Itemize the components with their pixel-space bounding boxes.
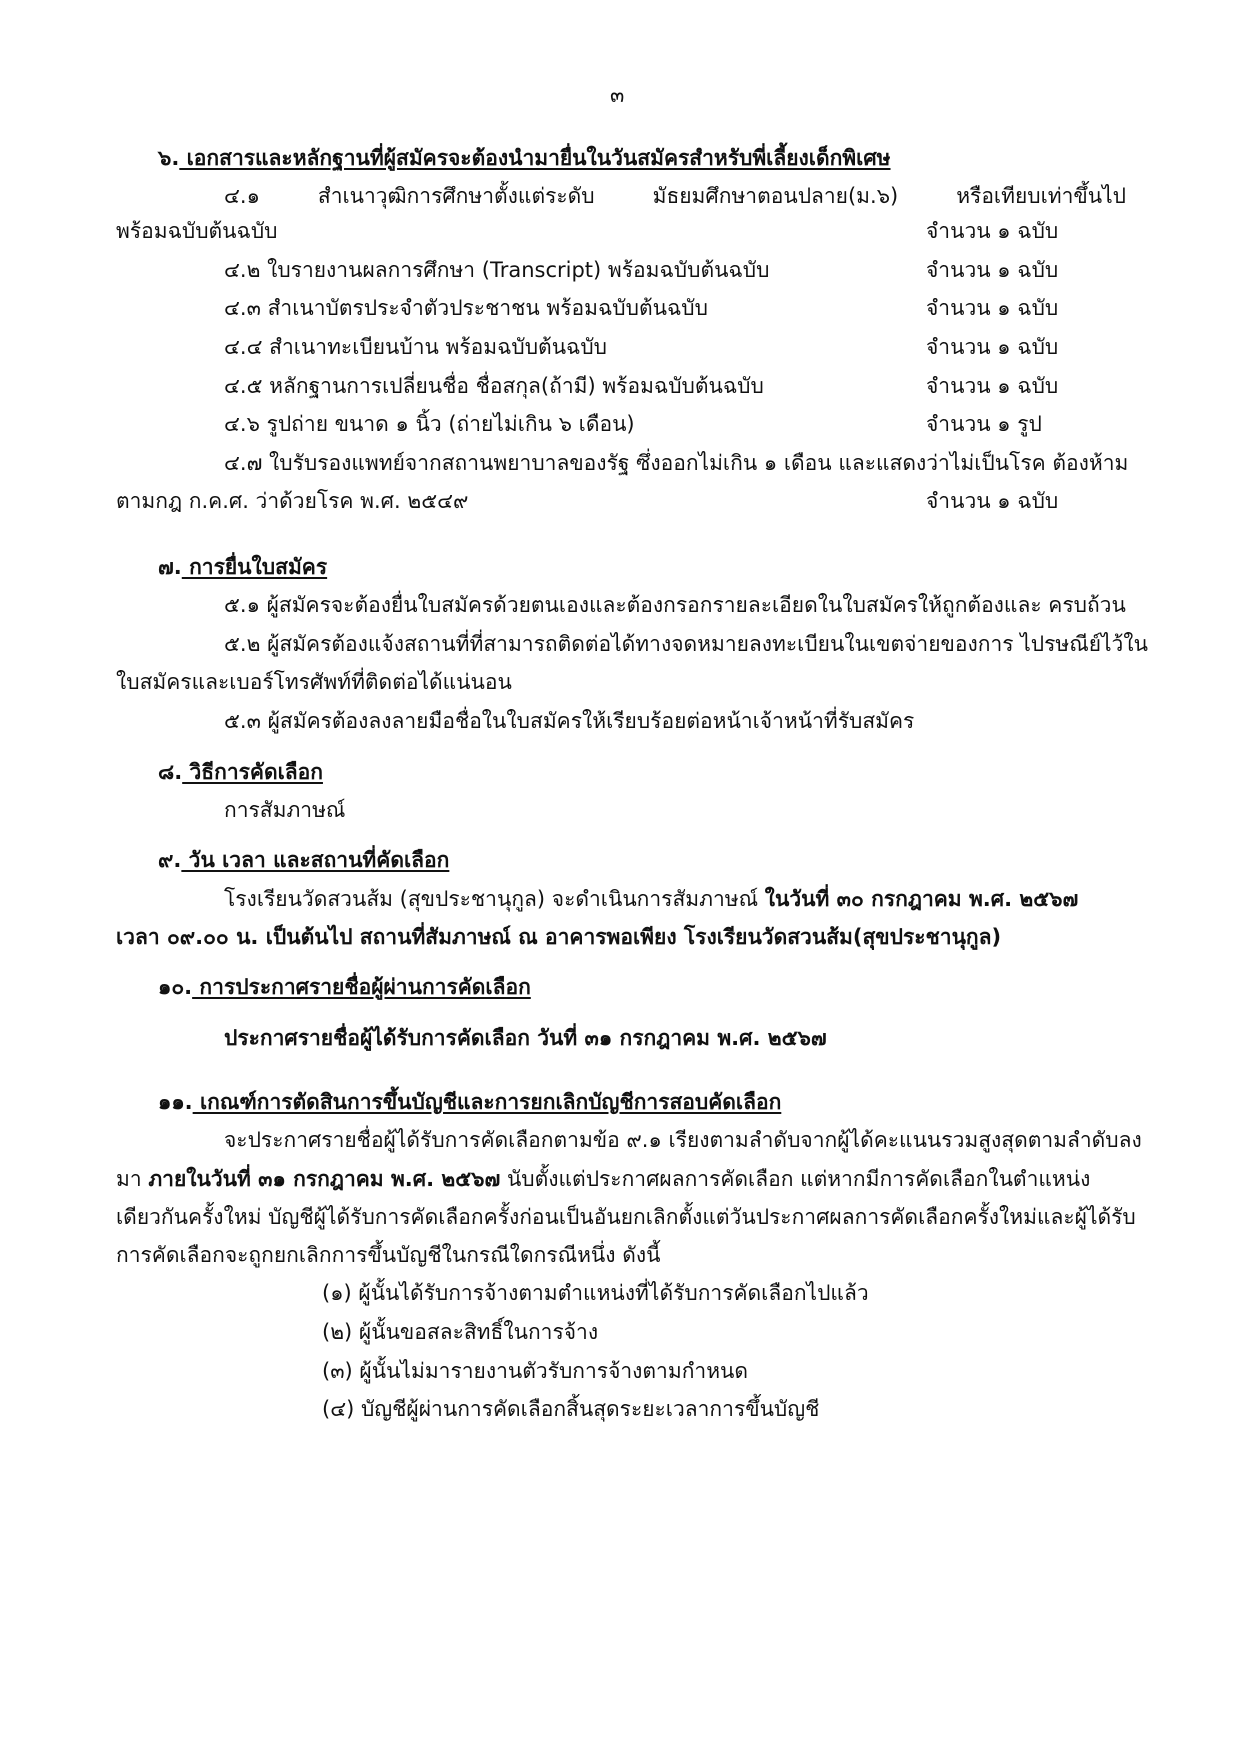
section-9-number: ๙.: [158, 848, 182, 872]
criteria-rest: นับตั้งแต่ประกาศผลการคัดเลือก แต่หากมีการคัดเลือกในตำแหน่ง: [500, 1167, 1091, 1191]
doc-item-4-1-line1: ๔.๑ สำเนาวุฒิการศึกษาตั้งแต่ระดับ มัธยมศึกษาตอนปลาย(ม.๖) หรือเทียบเท่าขึ้นไป: [224, 184, 1126, 208]
doc-item-4-5: ๔.๕ หลักฐานการเปลี่ยนชื่อ ชื่อสกุล(ถ้ามี) พร้อมฉบับต้นฉบับ: [224, 374, 764, 398]
doc-item-4-2: ๔.๒ ใบรายงานผลการศึกษา (Transcript) พร้อมฉบับต้นฉบับ: [224, 258, 770, 282]
section-6-title: เอกสารและหลักฐานที่ผู้สมัครจะต้องนำมายื่นในวันสมัครสำหรับพี่เลี้ยงเด็กพิเศษ: [179, 146, 891, 170]
section-6-number: ๖.: [158, 146, 180, 170]
section-11-title: เกณฑ์การตัดสินการขึ้นบัญชีและการยกเลิกบัญชีการสอบคัดเลือก: [192, 1090, 782, 1114]
criteria-paragraph-line4: การคัดเลือกจะถูกยกเลิกการขึ้นบัญชีในกรณีใดกรณีหนึ่ง ดังนี้: [116, 1243, 661, 1267]
cancel-case-3: (๓) ผู้นั้นไม่มารายงานตัวรับการจ้างตามกำหนด: [322, 1359, 749, 1383]
doc-item-4-4: ๔.๔ สำเนาทะเบียนบ้าน พร้อมฉบับต้นฉบับ: [224, 335, 608, 359]
section-7-title: การยื่นใบสมัคร: [181, 555, 328, 579]
interview-date-line: [224, 884, 1078, 914]
doc-item-4-3: ๔.๓ สำเนาบัตรประจำตัวประชาชน พร้อมฉบับต้นฉบับ: [224, 296, 708, 320]
announcement-date: ประกาศรายชื่อผู้ได้รับการคัดเลือก วันที่ ๓๑ กรกฎาคม พ.ศ. ๒๕๖๗: [224, 1026, 827, 1050]
section-8-title: วิธีการคัดเลือก: [182, 760, 323, 784]
doc-item-4-7-amount: จำนวน ๑ ฉบับ: [926, 489, 1059, 513]
section-8-number: ๘.: [158, 760, 183, 784]
section-7-number: ๗.: [158, 555, 182, 579]
section-7-heading: [158, 552, 327, 582]
cancel-case-2: (๒) ผู้นั้นขอสละสิทธิ์ในการจ้าง: [322, 1320, 599, 1344]
section-10-heading: [158, 972, 531, 1002]
section-10-number: ๑๐.: [158, 975, 193, 999]
page-number: ๓: [610, 83, 625, 107]
doc-item-4-7-line1: ๔.๗ ใบรับรองแพทย์จากสถานพยาบาลของรัฐ ซึ่งออกไม่เกิน ๑ เดือน และแสดงว่าไม่เป็นโรค ต้องห้าม: [224, 451, 1129, 475]
doc-item-4-4-amount: จำนวน ๑ ฉบับ: [926, 335, 1059, 359]
doc-item-4-5-amount: จำนวน ๑ ฉบับ: [926, 374, 1059, 398]
interview-time-place: เวลา ๐๙.๐๐ น. เป็นต้นไป สถานที่สัมภาษณ์ ณ อาคารพอเพียง โรงเรียนวัดสวนส้ม(สุขประชานุกูล): [116, 925, 1002, 949]
doc-item-4-1-line2: พร้อมฉบับต้นฉบับ: [116, 219, 278, 243]
doc-item-4-3-amount: จำนวน ๑ ฉบับ: [926, 296, 1059, 320]
criteria-paragraph-line1: จะประกาศรายชื่อผู้ได้รับการคัดเลือกตามข้อ ๙.๑ เรียงตามลำดับจากผู้ได้คะแนนรวมสูงสุดตามลำดับลง: [224, 1128, 1142, 1152]
cancel-case-1: (๑) ผู้นั้นได้รับการจ้างตามตำแหน่งที่ได้รับการคัดเลือกไปแล้ว: [322, 1281, 869, 1305]
apply-item-5-2-line2: ใบสมัครและเบอร์โทรศัพท์ที่ติดต่อได้แน่นอน: [116, 670, 512, 694]
interview-date: ในวันที่ ๓๐ กรกฎาคม พ.ศ. ๒๕๖๗: [764, 887, 1079, 911]
selection-method: การสัมภาษณ์: [224, 798, 346, 822]
section-11-heading: [158, 1087, 781, 1117]
doc-item-4-6-amount: จำนวน ๑ รูป: [926, 412, 1042, 436]
interview-school-text: โรงเรียนวัดสวนส้ม (สุขประชานุกูล) จะดำเนินการสัมภาษณ์: [224, 887, 765, 911]
cancel-case-4: (๔) บัญชีผู้ผ่านการคัดเลือกสิ้นสุดระยะเวลาการขึ้นบัญชี: [322, 1397, 820, 1421]
section-8-heading: [158, 757, 323, 787]
criteria-paragraph-line3: เดียวกันครั้งใหม่ บัญชีผู้ได้รับการคัดเลือกครั้งก่อนเป็นอันยกเลิกตั้งแต่วันประกาศผลการคัดเลือกครั้งใหม่และผู้ได้รับ: [116, 1205, 1136, 1229]
criteria-prefix: มา: [116, 1167, 149, 1191]
section-10-title: การประกาศรายชื่อผู้ผ่านการคัดเลือก: [192, 975, 531, 999]
apply-item-5-3: ๕.๓ ผู้สมัครต้องลงลายมือชื่อในใบสมัครให้เรียบร้อยต่อหน้าเจ้าหน้าที่รับสมัคร: [224, 709, 915, 733]
section-9-title: วัน เวลา และสถานที่คัดเลือก: [181, 848, 450, 872]
section-9-heading: [158, 845, 449, 875]
criteria-paragraph-line2: [116, 1164, 1126, 1194]
doc-item-4-1-amount: จำนวน ๑ ฉบับ: [926, 219, 1059, 243]
criteria-date: ภายในวันที่ ๓๑ กรกฎาคม พ.ศ. ๒๕๖๗: [148, 1167, 501, 1191]
section-6-heading: [158, 143, 891, 173]
doc-item-4-2-amount: จำนวน ๑ ฉบับ: [926, 258, 1059, 282]
doc-item-4-7-line2: ตามกฎ ก.ค.ศ. ว่าด้วยโรค พ.ศ. ๒๕๔๙: [116, 489, 469, 513]
apply-item-5-2-line1: ๕.๒ ผู้สมัครต้องแจ้งสถานที่ที่สามารถติดต่อได้ทางจดหมายลงทะเบียนในเขตจ่ายของการ ไปรษณีย์ไว้ใน: [224, 632, 1148, 656]
section-11-number: ๑๑.: [158, 1090, 193, 1114]
apply-item-5-1: ๕.๑ ผู้สมัครจะต้องยื่นใบสมัครด้วยตนเองและต้องกรอกรายละเอียดในใบสมัครให้ถูกต้องและ ครบถ้วน: [224, 593, 1126, 617]
doc-item-4-6: ๔.๖ รูปถ่าย ขนาด ๑ นิ้ว (ถ่ายไม่เกิน ๖ เดือน): [224, 412, 635, 436]
